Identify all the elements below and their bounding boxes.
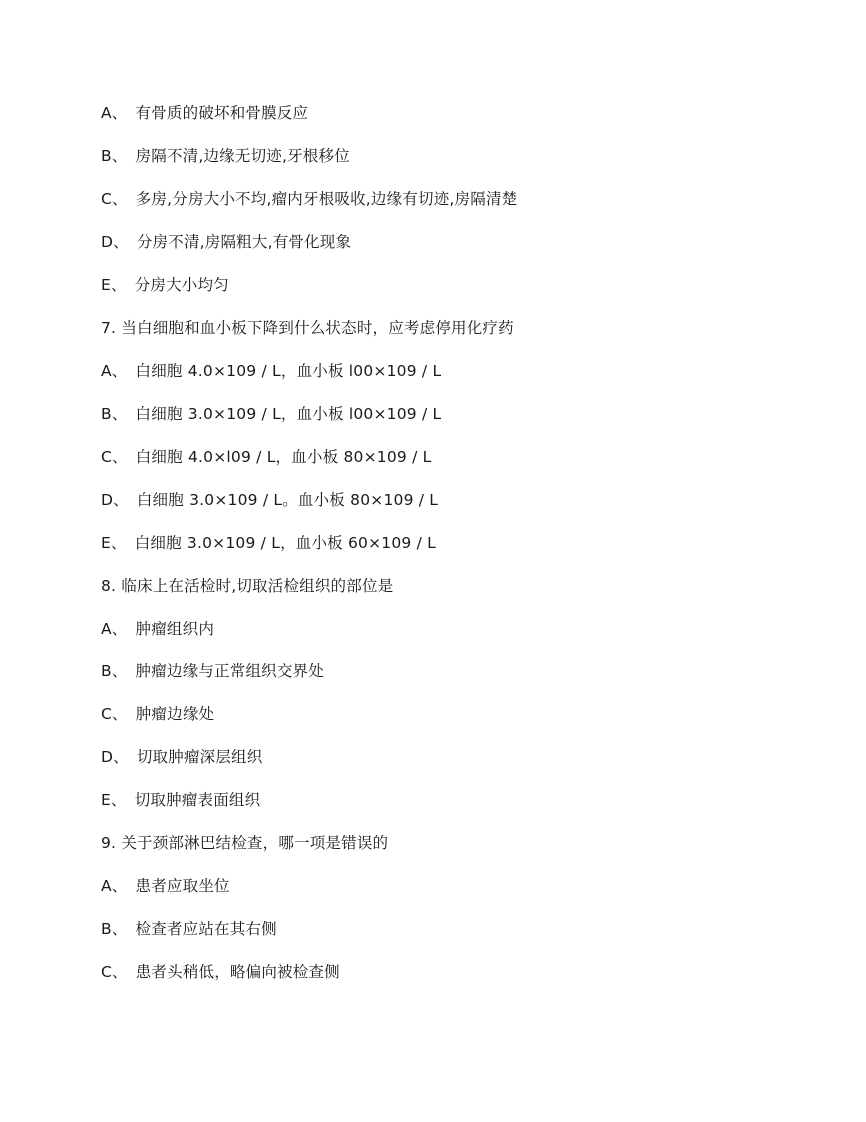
q7-option-d xyxy=(101,490,438,510)
q6-option-c xyxy=(101,189,517,209)
q9-option-b xyxy=(101,919,277,939)
option-text: 肿瘤边缘处 xyxy=(135,705,215,723)
option-text: 房隔不清,边缘无切迹,牙根移位 xyxy=(135,147,350,165)
option-letter: A、 xyxy=(101,362,128,380)
option-letter: E、 xyxy=(101,534,127,552)
q8-option-e xyxy=(101,790,260,810)
option-letter: C、 xyxy=(101,190,128,208)
q9-option-a xyxy=(101,876,230,896)
option-text: 肿瘤组织内 xyxy=(135,620,215,638)
option-letter: D、 xyxy=(101,491,129,509)
option-letter: D、 xyxy=(101,233,129,251)
option-letter: B、 xyxy=(101,920,128,938)
option-text: 有骨质的破坏和骨膜反应 xyxy=(135,104,309,122)
q6-option-b xyxy=(101,146,350,166)
q8-option-a xyxy=(101,619,214,639)
option-letter: C、 xyxy=(101,705,128,723)
q9-question: 9. 关于颈部淋巴结检查，哪一项是错误的 xyxy=(101,834,389,852)
option-text: 白细胞 3.0×109 / L，血小板 l00×109 / L xyxy=(135,405,442,423)
q7-option-a xyxy=(101,361,441,381)
option-letter: A、 xyxy=(101,104,128,122)
q7-option-e xyxy=(101,533,436,553)
option-letter: B、 xyxy=(101,147,128,165)
option-text: 多房,分房大小不均,瘤内牙根吸收,边缘有切迹,房隔清楚 xyxy=(135,190,518,208)
option-letter: E、 xyxy=(101,791,127,809)
option-letter: C、 xyxy=(101,963,128,981)
option-letter: A、 xyxy=(101,877,128,895)
q8-question: 8. 临床上在活检时,切取活检组织的部位是 xyxy=(101,577,394,595)
option-letter: E、 xyxy=(101,276,127,294)
option-letter: B、 xyxy=(101,405,128,423)
option-text: 白细胞 4.0×109 / L，血小板 l00×109 / L xyxy=(135,362,442,380)
q8-option-b xyxy=(101,661,324,681)
option-text: 患者应取坐位 xyxy=(135,877,230,895)
q8-option-c xyxy=(101,704,214,724)
q6-option-d xyxy=(101,232,351,252)
option-text: 切取肿瘤深层组织 xyxy=(136,748,263,766)
q7-option-c xyxy=(101,447,431,467)
option-text: 白细胞 3.0×109 / L。血小板 80×109 / L xyxy=(136,491,439,509)
option-letter: B、 xyxy=(101,662,128,680)
option-text: 白细胞 4.0×l09 / L，血小板 80×109 / L xyxy=(135,448,432,466)
option-text: 检查者应站在其右侧 xyxy=(135,920,277,938)
option-text: 肿瘤边缘与正常组织交界处 xyxy=(135,662,324,680)
q7-option-b xyxy=(101,404,441,424)
option-text: 分房不清,房隔粗大,有骨化现象 xyxy=(136,233,352,251)
q8-option-d xyxy=(101,747,262,767)
q6-option-a xyxy=(101,103,308,123)
q9-option-c xyxy=(101,962,340,982)
option-letter: D、 xyxy=(101,748,129,766)
q6-option-e xyxy=(101,275,229,295)
option-letter: C、 xyxy=(101,448,128,466)
option-text: 切取肿瘤表面组织 xyxy=(134,791,261,809)
option-letter: A、 xyxy=(101,620,128,638)
option-text: 患者头稍低，略偏向被检查侧 xyxy=(135,963,340,981)
q7-question: 7. 当白细胞和血小板下降到什么状态时，应考虑停用化疗药 xyxy=(101,319,514,337)
option-text: 白细胞 3.0×109 / L，血小板 60×109 / L xyxy=(134,534,436,552)
option-text: 分房大小均匀 xyxy=(134,276,229,294)
